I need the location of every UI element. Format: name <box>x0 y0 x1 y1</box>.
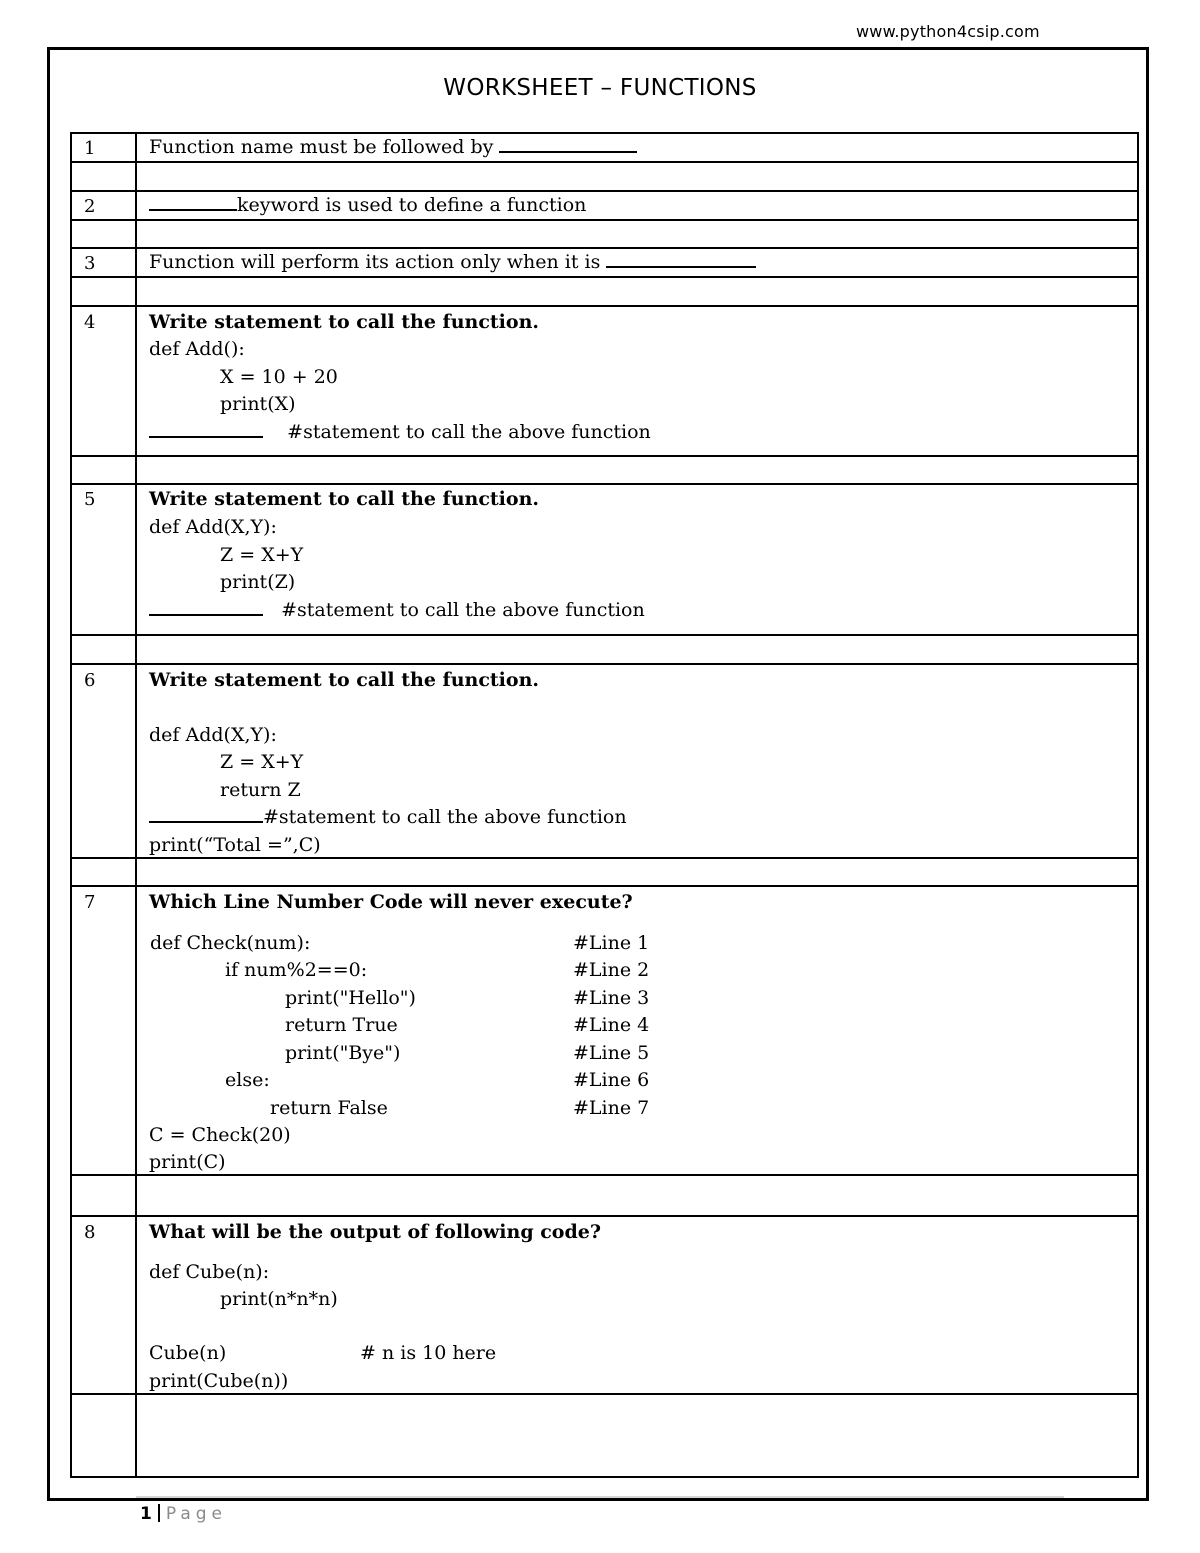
answer-row-7[interactable] <box>70 1174 1139 1215</box>
question-row-8 <box>70 1215 1139 1393</box>
answer-row-1[interactable] <box>70 161 1139 190</box>
code-line: #statement to call the above function <box>149 420 651 444</box>
answer-row-5[interactable] <box>70 634 1139 663</box>
question-text: Function name must be followed by <box>149 135 637 159</box>
question-number: 5 <box>72 485 137 634</box>
question-number: 1 <box>72 134 137 161</box>
code-line: def Cube(n): <box>149 1261 270 1283</box>
question-row-5 <box>70 483 1139 634</box>
code-line: C = Check(20) <box>149 1124 291 1146</box>
answer-row-6[interactable] <box>70 857 1139 885</box>
code-line: def Check(num): <box>150 932 311 954</box>
answer-blank[interactable] <box>606 252 756 268</box>
code-line: def Add(): <box>149 338 245 360</box>
worksheet-title: WORKSHEET – FUNCTIONS <box>443 75 757 101</box>
question-row-2 <box>70 190 1139 219</box>
code-line: Cube(n) <box>149 1342 227 1364</box>
code-line: print(n*n*n) <box>220 1288 338 1310</box>
answer-blank[interactable] <box>149 807 263 823</box>
code-line: return False <box>270 1097 388 1119</box>
code-line: def Add(X,Y): <box>149 724 277 746</box>
code-line: print(Cube(n)) <box>149 1370 289 1392</box>
code-line: return Z <box>220 779 301 801</box>
question-heading: Write statement to call the function. <box>149 488 539 510</box>
answer-blank[interactable] <box>149 422 263 438</box>
answer-blank[interactable] <box>149 195 237 211</box>
question-number: 7 <box>72 887 137 1174</box>
question-heading: Which Line Number Code will never execute? <box>149 891 633 913</box>
answer-row-4[interactable] <box>70 455 1139 483</box>
question-number: 3 <box>72 249 137 276</box>
answer-row-8[interactable] <box>70 1393 1139 1478</box>
page-label: Page <box>165 1504 227 1524</box>
answer-blank[interactable] <box>149 600 263 616</box>
code-line: #statement to call the above function <box>149 805 627 829</box>
question-row-3 <box>70 247 1139 276</box>
line-comment: #Line 6 <box>573 1069 650 1091</box>
question-heading: Write statement to call the function. <box>149 311 539 333</box>
question-row-7 <box>70 885 1139 1174</box>
question-number: 8 <box>72 1217 137 1393</box>
code-line: Z = X+Y <box>220 544 304 566</box>
line-comment: #Line 3 <box>573 987 650 1009</box>
code-line: print(Z) <box>220 571 296 593</box>
code-line: def Add(X,Y): <box>149 516 277 538</box>
line-comment: #Line 5 <box>573 1042 650 1064</box>
code-line: if num%2==0: <box>225 959 368 981</box>
code-line: print(“Total =”,C) <box>149 834 321 856</box>
code-line: return True <box>285 1014 398 1036</box>
question-number: 6 <box>72 665 137 857</box>
question-number: 4 <box>72 307 137 455</box>
question-text: Function will perform its action only when it is <box>149 250 756 274</box>
answer-row-3[interactable] <box>70 276 1139 305</box>
footer-divider <box>136 1496 1064 1498</box>
line-comment: #Line 2 <box>573 959 650 981</box>
code-line: X = 10 + 20 <box>220 366 338 388</box>
page-number: 1 <box>140 1504 152 1524</box>
question-heading: What will be the output of following code? <box>149 1221 601 1243</box>
line-comment: #Line 1 <box>573 932 650 954</box>
code-line: print(C) <box>149 1151 226 1173</box>
code-line: print("Bye") <box>285 1042 401 1064</box>
question-text: keyword is used to define a function <box>149 193 586 217</box>
code-line: print(X) <box>220 393 296 415</box>
footer-separator <box>158 1504 160 1522</box>
line-comment: #Line 7 <box>573 1097 650 1119</box>
code-comment: # n is 10 here <box>360 1342 497 1364</box>
code-line: #statement to call the above function <box>149 598 645 622</box>
question-row-1 <box>70 132 1139 161</box>
answer-row-2[interactable] <box>70 219 1139 247</box>
code-line: Z = X+Y <box>220 751 304 773</box>
line-comment: #Line 4 <box>573 1014 650 1036</box>
question-row-4 <box>70 305 1139 455</box>
code-line: print("Hello") <box>285 987 416 1009</box>
question-heading: Write statement to call the function. <box>149 669 539 691</box>
site-url: www.python4csip.com <box>856 22 1040 41</box>
page-footer <box>140 1504 227 1524</box>
answer-blank[interactable] <box>499 137 637 153</box>
code-line: else: <box>225 1069 270 1091</box>
question-number: 2 <box>72 192 137 219</box>
question-row-6 <box>70 663 1139 857</box>
